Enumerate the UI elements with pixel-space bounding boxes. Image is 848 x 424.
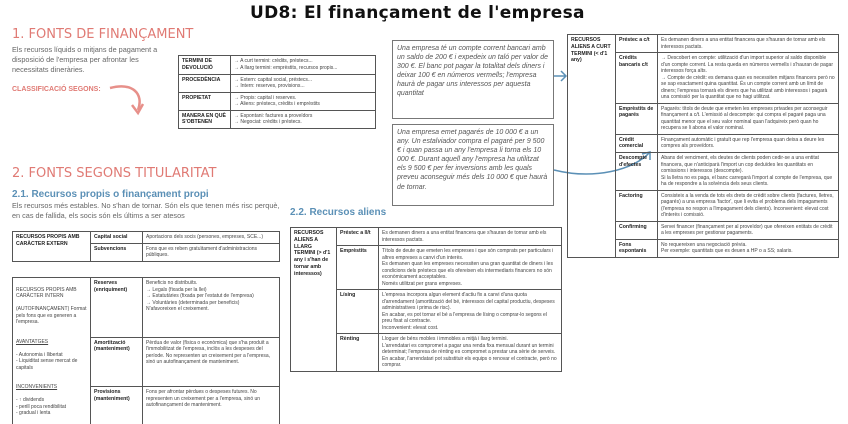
subsection-2-1-text: Els recursos més estables. No s'han de tornar. Són els que tenen més risc perquè, en cas de fallida, els socis són els últims a ser atesos <box>12 201 280 220</box>
table-row <box>179 92 376 110</box>
row-text: Es demanen diners a una entitat financera que s'hauran de tornar amb els interessos pactats. <box>379 228 562 246</box>
row-label: Crèdit comercial <box>616 134 658 153</box>
row-text: L'empresa incorpora algun element d'actiu fix a canvi d'una quota d'arrendament (amortització del bé, interessos del capital productiu, despeses administratives i prima de risc). En acabar, es pot tornar el bé a l'empresa de lísing o comprar-lo segons el preu fixat al contracte. Inconvenient: elevat cost. <box>379 290 562 334</box>
aliens-curt-table <box>567 34 839 258</box>
table-row <box>179 110 376 129</box>
propis-intern-table <box>12 277 280 424</box>
row-text: Aportacions dels socis (persones, empreses, SCE...) <box>143 232 280 244</box>
row-text: Servei financer (finançament per al proveïdor) que ofereixen entitats de crèdit a les empreses per gestionar pagaments. <box>658 221 839 239</box>
llarg-label: RECURSOS ALIENS A LLARG TERMINI (> d'1 any i s'han de tornar amb interessos) <box>291 228 337 372</box>
row-text: → A curt termini: crèdits, préstecs... → A llarg termini: emprèstits, recursos propis... <box>231 56 376 75</box>
row-text: Lloguer de béns mobles i immobles a mitjà i llarg termini. L'arrendatari es compromet a pagar una renda fixa mensual durant un termini determinat; l'empresa de rènting es compromet a prestar una sèrie de serveis. En acabar, l'arrendatari pot substituir els equips o renovar el contracte, però no comprar. <box>379 334 562 372</box>
propis-extern-title: RECURSOS PROPIS AMB CARÀCTER EXTERN <box>13 232 91 262</box>
row-text: Fons que es reben gratuïtament d'administracions públiques. <box>143 243 280 261</box>
table-row <box>179 56 376 75</box>
propis-extern-table <box>12 231 280 262</box>
row-text: Es demanen diners a una entitat financera que s'hauran de tornar amb els interessos pactats. <box>658 35 839 53</box>
row-label: Confirming <box>616 221 658 239</box>
row-text: → Espontani: factures a proveïdors → Negociat: crèdits i préstecs. <box>231 110 376 129</box>
aliens-llarg-table <box>290 227 562 372</box>
row-text: No requereixen una negociació prèvia. Per exemple: quantitats que es deuen a HP o a SS; salaris. <box>658 239 839 258</box>
propis-intern-summary <box>13 278 91 424</box>
propis-intern-title: RECURSOS PROPIS AMB CARÀCTER INTERN <box>16 286 77 299</box>
row-text: Consisteix a la venda de tots els drets de crèdit sobre clients (factures, lletres, pagarés) a una empresa 'factor', que li evita el problema dels impagaments (l'empresa no respon a l'impagament dels clients). Inconvenient: elevat cost d'interès i comissió. <box>658 190 839 221</box>
arrow-right-icon <box>554 66 568 86</box>
curt-label: RECURSOS ALIENS A CURT TERMINI (< d'1 any) <box>568 35 616 258</box>
page-title: UD8: El finançament de l'empresa <box>250 3 585 23</box>
advantages-list: - Autonomia i llibertat - Liquiditat sense mercat de capitals <box>16 351 78 371</box>
example-box-overdraft: Una empresa té un compte corrent bancari amb un saldo de 200 € i expedeix un taló per valor de 300 €. El banc pot pagar la totalitat dels diners i deixar 100 € en números vermells; l'empresa haurà de pagar uns interessos per aquesta quantitat <box>392 40 554 119</box>
example-box-promissory: Una empresa emet pagarés de 10 000 € a un any. Un estalviador compra el pagaré per 9 500 € i quan passa un any l'empresa li torna els 10 000 €. Durant aquell any l'empresa ha utilitzat els 9 500 € per fer inversions amb les quals preveu aconseguir més dels 10 000 € que haurà de tornar. <box>392 124 554 206</box>
subsection-2-1-heading: 2.1. Recursos propis o finançament propi <box>12 189 209 200</box>
row-label: Crèdits bancaris c/t <box>616 53 658 104</box>
classification-label: CLASSIFICACIÓ SEGONS: <box>12 86 101 93</box>
row-label: TERMINI DE DEVOLUCIÓ <box>179 56 231 75</box>
row-label: MANERA EN QUÈ S'OBTENEN <box>179 110 231 129</box>
row-text: Pagarés: títols de deute que emeten les empreses privades per aconseguir finançament a c/t. L'emissió al descompte: qui compra el pagaré paga una quantitat menor que el seu valor nominal quan l'adquireix però quan ho recupera se li abona el valor nominal. <box>658 103 839 134</box>
disadvantages-list: - ↑ dividends - perill poca rendibilitat - gradual i lenta <box>16 397 67 416</box>
disadvantages-title: INCONVENIENTS <box>16 384 58 390</box>
classification-table <box>178 55 376 129</box>
row-label: Lísing <box>337 290 379 334</box>
section-1-text: Els recursos líquids o mitjans de pagament a disposició de l'empresa per afrontar les necessitats dineràries. <box>12 45 158 74</box>
row-label: Amortització (manteniment) <box>91 337 143 386</box>
row-text: → Extern: capital social, préstecs... → Intern: reserves, provisions... <box>231 74 376 92</box>
advantages-title: AVANTATGES <box>16 338 49 345</box>
row-label: Fons espontanis <box>616 239 658 258</box>
row-label: Préstec a ll/t <box>337 228 379 246</box>
row-label: PROPIETAT <box>179 92 231 110</box>
row-label: Provisions (manteniment) <box>91 387 143 424</box>
propis-intern-desc: (AUTOFINANÇAMENT) Format pels fons que es generen a l'empresa. <box>16 306 87 325</box>
row-label: Rènting <box>337 334 379 372</box>
row-label: Préstec a c/t <box>616 35 658 53</box>
row-label: Factoring <box>616 190 658 221</box>
row-text: Pèrdua de valor (física o econòmica) que s'ha produït a l'immobilitzat de l'empresa, inclòs a les despeses del període. No representen un creixement per a l'empresa, sinó un autofinançament de manteniment. <box>143 337 280 386</box>
row-label: Capital social <box>91 232 143 244</box>
row-text: Beneficis no distribuïts. → Legals (fixada per la llei) → Estatutàries (fixada per l'estatut de l'empresa) → Voluntàries (determinada per beneficis) N'afavoreixen el creixement. <box>143 278 280 338</box>
table-row <box>568 35 839 53</box>
table-row <box>179 74 376 92</box>
row-text: → Descobert en compte: utilització d'un import superior al saldo disponible d'un compte corrent. La resta queda en números vermells i s'hauran de pagar interessos força alts. → Compte de crèdit: es demana quan es necessiten mitjans financers però no se sap exactament quina quantitat. És un compte corrent amb un límit de diners; l'empresa tornarà els diners que ha utilitzat amb interessos i pagarà una comissió per la quantitat que no hagi utilitzat. <box>658 53 839 104</box>
row-text: → Propis: capital i reserves. → Aliens: préstecs, crèdits i emprèstits <box>231 92 376 110</box>
table-row <box>291 228 562 246</box>
row-text: Finançament automàtic i gratuït que rep l'empresa quan deixa a deure les compres als proveïdors. <box>658 134 839 153</box>
subsection-2-2-heading: 2.2. Recursos aliens <box>290 207 387 218</box>
row-label: Emprèstits de pagarés <box>616 103 658 134</box>
row-label: PROCEDÈNCIA <box>179 74 231 92</box>
row-label: Subvencions <box>91 243 143 261</box>
row-text: Títols de deute que emeten les empreses i que són comprats per particulars i altres empreses a canvi d'un interès. Es demanen quan les empreses necessiten una gran quantitat de diners i les condicions dels préstecs que els ofereixen els intermediaris financers no són econòmicament acceptables. Només utilitzat per grans empreses. <box>379 246 562 290</box>
row-text: Fons per afrontar pèrdues o despeses futures. No representen un creixement per a l'empresa, sinó un autofinançament de manteniment. <box>143 387 280 424</box>
row-label: Emprèstits <box>337 246 379 290</box>
curved-arrow-icon <box>108 80 148 120</box>
row-text: Abans del venciment, els deutes de clients poden cedir-se a una entitat financera, que n'anticiparà l'import un cop deduïdes les quantitats en comissions i interessos (descompte). Si la lletra no es paga, el banc carregarà l'import al compte de l'empresa, que ha de respondre a la solvència dels seus clients. <box>658 153 839 191</box>
section-2-heading: 2. FONTS SEGONS TITULARITAT <box>12 166 217 181</box>
row-label: Reserves (enriquiment) <box>91 278 143 338</box>
section-1-heading: 1. FONTS DE FINANÇAMENT <box>12 27 194 42</box>
row-label: Descompte d'efectes <box>616 153 658 191</box>
